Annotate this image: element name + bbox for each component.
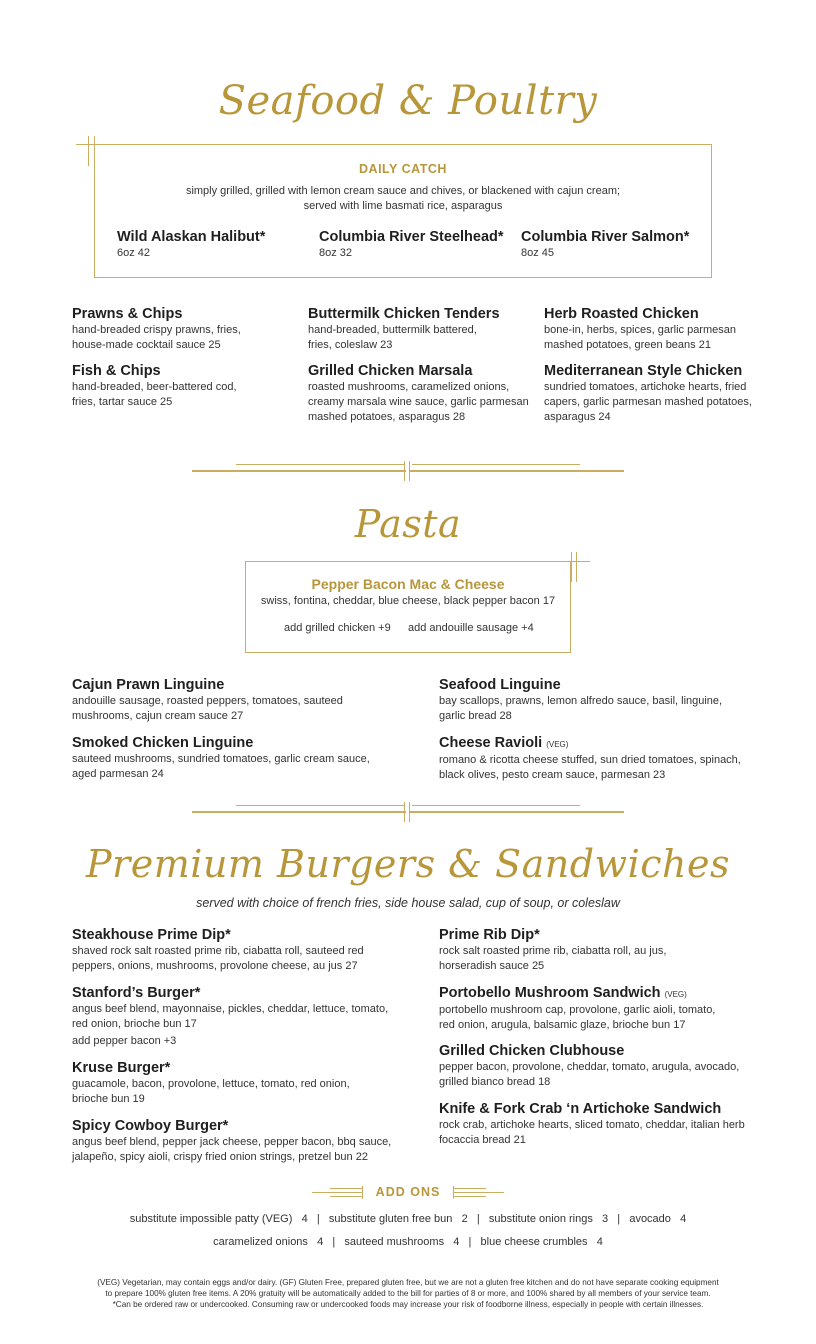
daily-catch-heading: DAILY CATCH <box>359 162 447 176</box>
item-desc: shaved rock salt roasted prime rib, ciabatta roll, sauteed red <box>72 945 364 957</box>
daily-catch-desc-2: served with lime basmati rice, asparagus <box>303 200 503 212</box>
item-name: Knife & Fork Crab ‘n Artichoke Sandwich <box>439 1101 722 1117</box>
menu-item-prawns-chips <box>72 306 292 353</box>
menu-item-herb-roasted-chicken <box>544 306 774 353</box>
menu-item-stanfords-burger <box>72 985 412 1049</box>
item-desc: rock crab, artichoke hearts, sliced tomato, cheddar, italian herb <box>439 1119 745 1131</box>
addons-rule-right <box>454 1196 486 1197</box>
menu-item-prime-rib-dip <box>439 927 779 974</box>
menu-item-portobello-sandwich <box>439 985 779 1033</box>
box-corner-accent <box>76 144 106 145</box>
item-desc: bay scallops, prawns, lemon alfredo sauce, basil, linguine, <box>439 695 723 707</box>
box-corner-accent <box>558 561 590 562</box>
featured-pasta-box <box>245 561 571 653</box>
item-name: Spicy Cowboy Burger* <box>72 1118 229 1134</box>
item-desc: brioche bun 19 <box>72 1093 145 1105</box>
item-desc: guacamole, bacon, provolone, lettuce, tomato, red onion, <box>72 1078 350 1090</box>
item-desc: aged parmesan 24 <box>72 768 164 780</box>
item-desc: bone-in, herbs, spices, garlic parmesan <box>544 324 736 336</box>
menu-item-steakhouse-prime-dip <box>72 927 412 974</box>
footnote-line-1: (VEG) Vegetarian, may contain eggs and/or dairy. (GF) Gluten Free, prepared gluten free, but we are not a gluten free kitchen and do not have separate cooking equipment <box>97 1278 719 1287</box>
box-corner-accent <box>94 136 95 166</box>
menu-item-spicy-cowboy-burger <box>72 1118 412 1165</box>
item-addon: add pepper bacon +3 <box>72 1035 177 1047</box>
veg-badge: (VEG) <box>664 990 687 999</box>
burgers-subtitle: served with choice of french fries, side house salad, cup of soup, or coleslaw <box>196 896 620 910</box>
featured-pasta-addon-sausage: add andouille sausage +4 <box>408 622 534 634</box>
item-desc: house-made cocktail sauce 25 <box>72 339 221 351</box>
footnote-line-2: to prepare 100% gluten free items. A 20% gratuity will be automatically added to the bill for parties of 8 or more, and 100% shared by all members of your service team. <box>105 1289 711 1298</box>
item-name-text: Portobello Mushroom Sandwich <box>439 985 661 1001</box>
item-desc: horseradish sauce 25 <box>439 960 545 972</box>
item-name-text: Cheese Ravioli <box>439 735 543 751</box>
pasta-title: Pasta <box>354 502 462 546</box>
menu-item-cheese-ravioli <box>439 735 779 783</box>
item-name: Herb Roasted Chicken <box>544 306 699 322</box>
item-desc: portobello mushroom cap, provolone, garlic aioli, tomato, <box>439 1004 716 1016</box>
item-name: Grilled Chicken Clubhouse <box>439 1043 625 1059</box>
addons-line-1: substitute impossible patty (VEG) 4 | substitute gluten free bun 2 | substitute onion rings 3 | avocado 4 <box>129 1213 687 1225</box>
item-desc: angus beef blend, pepper jack cheese, pepper bacon, bbq sauce, <box>72 1136 392 1148</box>
menu-item-cajun-prawn-linguine <box>72 677 402 724</box>
item-desc: mashed potatoes, asparagus 28 <box>308 411 466 423</box>
section-divider <box>192 802 624 822</box>
section-divider <box>192 461 624 481</box>
item-desc: hand-breaded, beer-battered cod, <box>72 381 237 393</box>
addons-rule-right <box>454 1188 486 1189</box>
item-desc: capers, garlic parmesan mashed potatoes, <box>544 396 752 408</box>
addons-line-2: caramelized onions 4 | sauteed mushrooms 4 | blue cheese crumbles 4 <box>213 1236 603 1248</box>
item-desc: romano & ricotta cheese stuffed, sun dried tomatoes, spinach, <box>439 754 741 766</box>
menu-item-chicken-marsala <box>308 363 538 425</box>
item-name <box>439 985 779 1003</box>
featured-pasta-desc: swiss, fontina, cheddar, blue cheese, black pepper bacon 17 <box>260 595 556 607</box>
fish-detail: 6oz 42 <box>117 247 151 259</box>
item-name: Smoked Chicken Linguine <box>72 735 254 751</box>
daily-catch-box <box>94 144 712 278</box>
item-name: Steakhouse Prime Dip* <box>72 927 231 943</box>
item-desc: hand-breaded crispy prawns, fries, <box>72 324 241 336</box>
item-desc: fries, tartar sauce 25 <box>72 396 173 408</box>
item-desc: pepper bacon, provolone, cheddar, tomato, arugula, avocado, <box>439 1061 740 1073</box>
box-corner-accent <box>571 552 572 582</box>
item-name: Cajun Prawn Linguine <box>72 677 225 693</box>
fish-detail: 8oz 45 <box>521 247 555 259</box>
item-desc: focaccia bread 21 <box>439 1134 526 1146</box>
menu-item-chicken-tenders <box>308 306 538 353</box>
menu-item-mediterranean-chicken <box>544 363 774 425</box>
item-desc: sundried tomatoes, artichoke hearts, fried <box>544 381 747 393</box>
item-desc: jalapeño, spicy aioli, crispy fried onion strings, pretzel bun 22 <box>72 1151 368 1163</box>
addons-title: ADD ONS <box>375 1185 441 1199</box>
veg-badge: (VEG) <box>546 740 569 749</box>
item-desc: andouille sausage, roasted peppers, tomatoes, sauteed <box>72 695 343 707</box>
featured-pasta-name: Pepper Bacon Mac & Cheese <box>311 576 505 592</box>
addons-rule-right <box>454 1192 504 1193</box>
seafood-title: Seafood & Poultry <box>218 78 598 124</box>
item-name: Seafood Linguine <box>439 677 561 693</box>
item-name: Buttermilk Chicken Tenders <box>308 306 500 322</box>
fish-salmon <box>521 229 689 261</box>
item-desc: black olives, pesto cream sauce, parmesan 23 <box>439 769 666 781</box>
footnote-line-3: *Can be ordered raw or undercooked. Consuming raw or undercooked foods may increase your risk of foodborne illness, especially in people with certain illnesses. <box>112 1300 704 1309</box>
burgers-title: Premium Burgers & Sandwiches <box>86 842 730 886</box>
item-desc: mushrooms, cajun cream sauce 27 <box>72 710 244 722</box>
box-corner-accent <box>88 136 89 166</box>
item-name: Grilled Chicken Marsala <box>308 363 473 379</box>
menu-item-fish-chips <box>72 363 292 410</box>
menu-item-kruse-burger <box>72 1060 412 1107</box>
item-desc: angus beef blend, mayonnaise, pickles, cheddar, lettuce, tomato, <box>72 1003 389 1015</box>
fish-name: Wild Alaskan Halibut* <box>117 229 266 245</box>
fish-name: Columbia River Steelhead* <box>319 229 504 245</box>
item-desc: grilled bianco bread 18 <box>439 1076 551 1088</box>
item-name <box>439 735 779 753</box>
item-desc: sauteed mushrooms, sundried tomatoes, garlic cream sauce, <box>72 753 370 765</box>
daily-catch-desc-1: simply grilled, grilled with lemon cream sauce and chives, or blackened with cajun cream; <box>185 185 621 197</box>
fish-steelhead <box>319 229 504 261</box>
menu-item-crab-artichoke-sandwich <box>439 1101 789 1148</box>
item-desc: peppers, onions, mushrooms, provolone cheese, au jus 27 <box>72 960 358 972</box>
fish-detail: 8oz 32 <box>319 247 353 259</box>
item-desc: red onion, brioche bun 17 <box>72 1018 197 1030</box>
item-desc: hand-breaded, buttermilk battered, <box>308 324 477 336</box>
item-name: Kruse Burger* <box>72 1060 171 1076</box>
menu-item-smoked-chicken-linguine <box>72 735 402 782</box>
fish-name: Columbia River Salmon* <box>521 229 690 245</box>
item-desc: rock salt roasted prime rib, ciabatta roll, au jus, <box>439 945 667 957</box>
item-desc: roasted mushrooms, caramelized onions, <box>308 381 510 393</box>
item-desc: red onion, arugula, balsamic glaze, brioche bun 17 <box>439 1019 686 1031</box>
item-name: Stanford’s Burger* <box>72 985 201 1001</box>
item-desc: creamy marsala wine sauce, garlic parmesan <box>308 396 529 408</box>
menu-item-grilled-chicken-clubhouse <box>439 1043 779 1090</box>
menu-item-seafood-linguine <box>439 677 779 724</box>
item-name: Prime Rib Dip* <box>439 927 540 943</box>
fish-halibut <box>117 229 265 261</box>
box-corner-accent <box>576 552 577 582</box>
item-name: Prawns & Chips <box>72 306 183 322</box>
item-desc: garlic bread 28 <box>439 710 512 722</box>
item-name: Fish & Chips <box>72 363 161 379</box>
featured-pasta-addon-chicken: add grilled chicken +9 <box>284 622 391 634</box>
item-name: Mediterranean Style Chicken <box>544 363 743 379</box>
item-desc: fries, coleslaw 23 <box>308 339 393 351</box>
item-desc: asparagus 24 <box>544 411 611 423</box>
item-desc: mashed potatoes, green beans 21 <box>544 339 711 351</box>
